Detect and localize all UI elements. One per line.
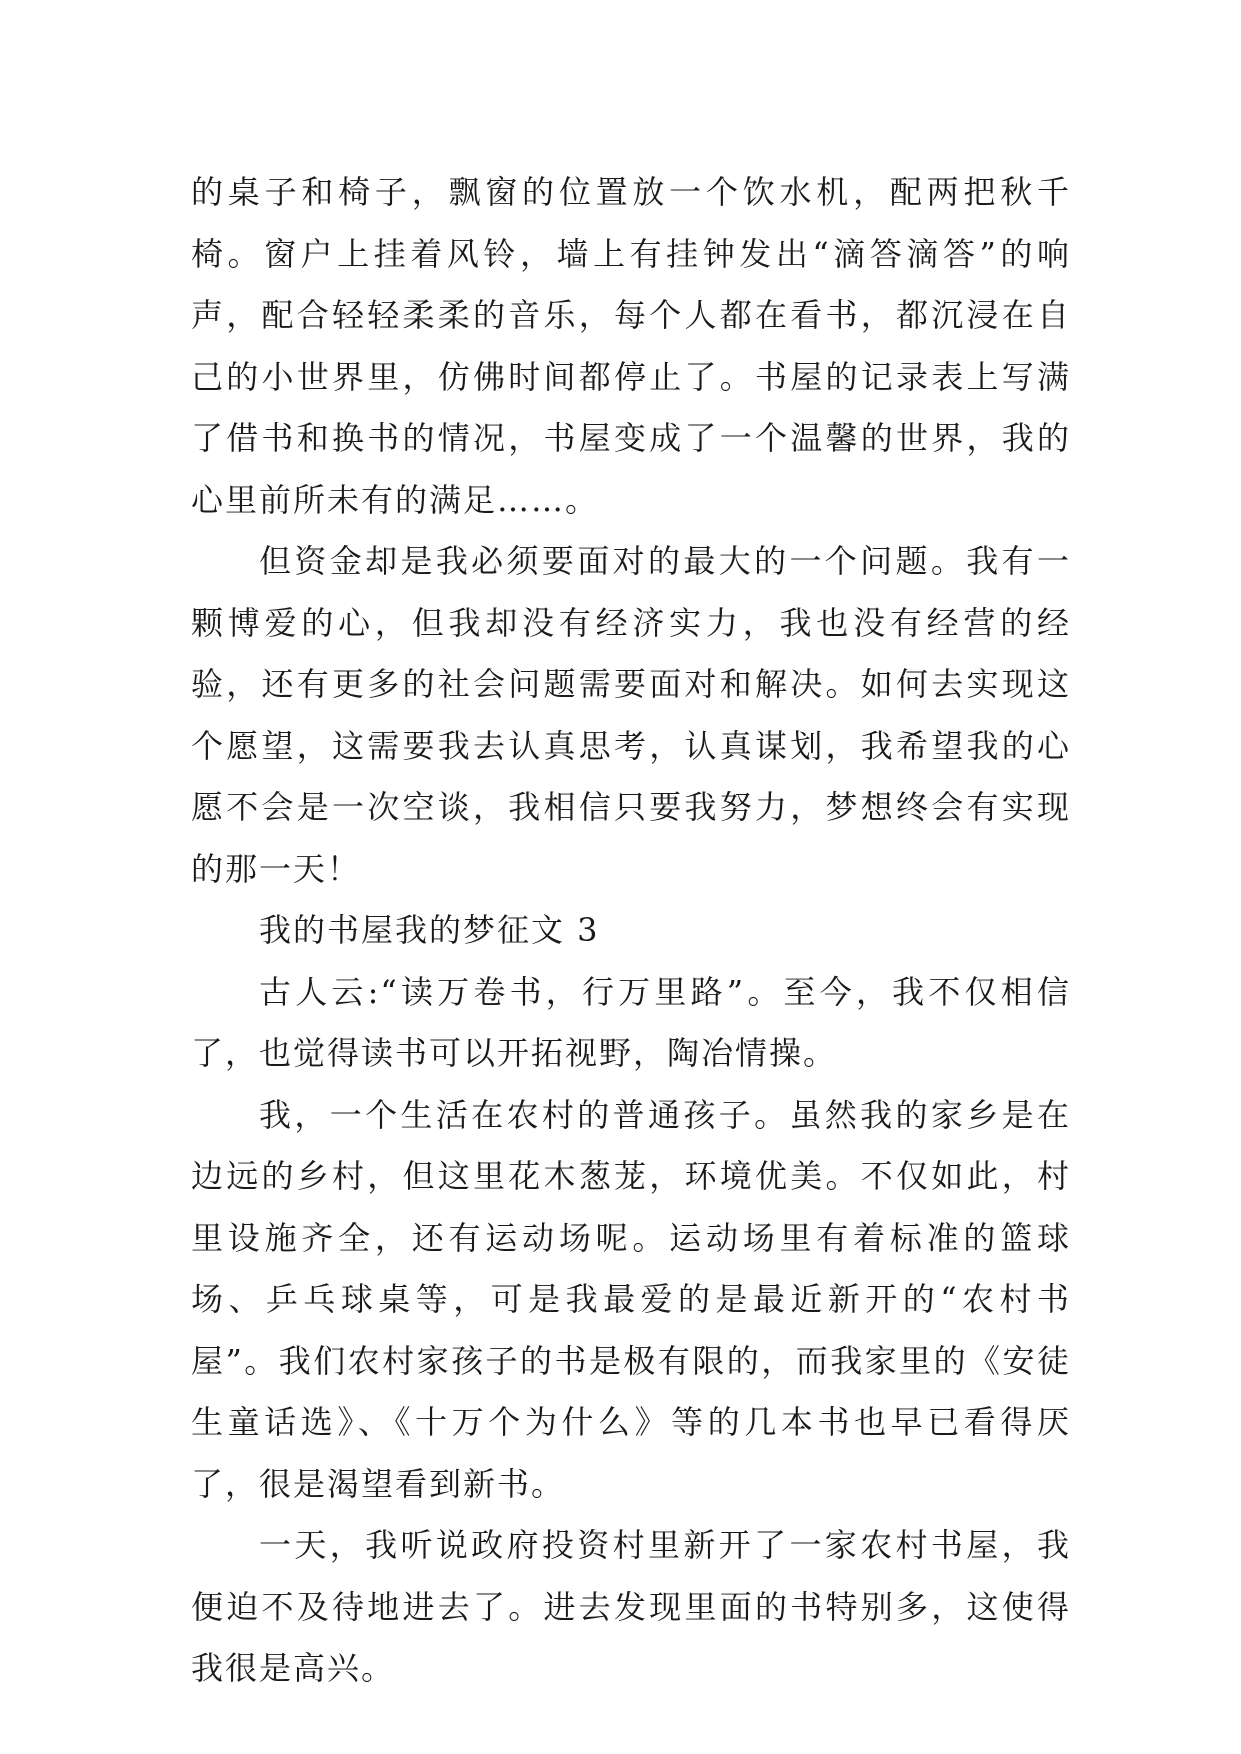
document-body	[191, 162, 1071, 1700]
paragraph-continued: 的桌子和椅子，飘窗的位置放一个饮水机，配两把秋千椅。窗户上挂着风铃，墙上有挂钟发出“滴答滴答”的响声，配合轻轻柔柔的音乐，每个人都在看书，都沉浸在自己的小世界里，仿佛时间都停止了。书屋的记录表上写满了借书和换书的情况，书屋变成了一个温馨的世界，我的心里前所未有的满足……。	[191, 173, 1071, 519]
section-heading: 我的书屋我的梦征文 3	[259, 911, 600, 949]
paragraph-village: 我，一个生活在农村的普通孩子。虽然我的家乡是在边远的乡村，但这里花木葱茏，环境优美。不仅如此，村里设施齐全，还有运动场呢。运动场里有着标准的篮球场、乒乓球桌等，可是我最爱的是最近新开的“农村书屋”。我们农村家孩子的书是极有限的，而我家里的《安徒生童话选》、《十万个为什么》等的几本书也早已看得厌了，很是渴望看到新书。	[191, 1095, 1071, 1503]
paragraph-quote: 古人云:“读万卷书，行万里路”。至今，我不仅相信了，也觉得读书可以开拓视野，陶冶情操。	[191, 972, 1071, 1072]
paragraph-funding: 但资金却是我必须要面对的最大的一个问题。我有一颗博爱的心，但我却没有经济实力，我也没有经营的经验，还有更多的社会问题需要面对和解决。如何去实现这个愿望，这需要我去认真思考，认真谋划，我希望我的心愿不会是一次空谈，我相信只要我努力，梦想终会有实现的那一天！	[191, 542, 1071, 888]
paragraph-bookstore: 一天，我听说政府投资村里新开了一家农村书屋，我便迫不及待地进去了。进去发现里面的书特别多，这使得我很是高兴。	[191, 1526, 1071, 1687]
